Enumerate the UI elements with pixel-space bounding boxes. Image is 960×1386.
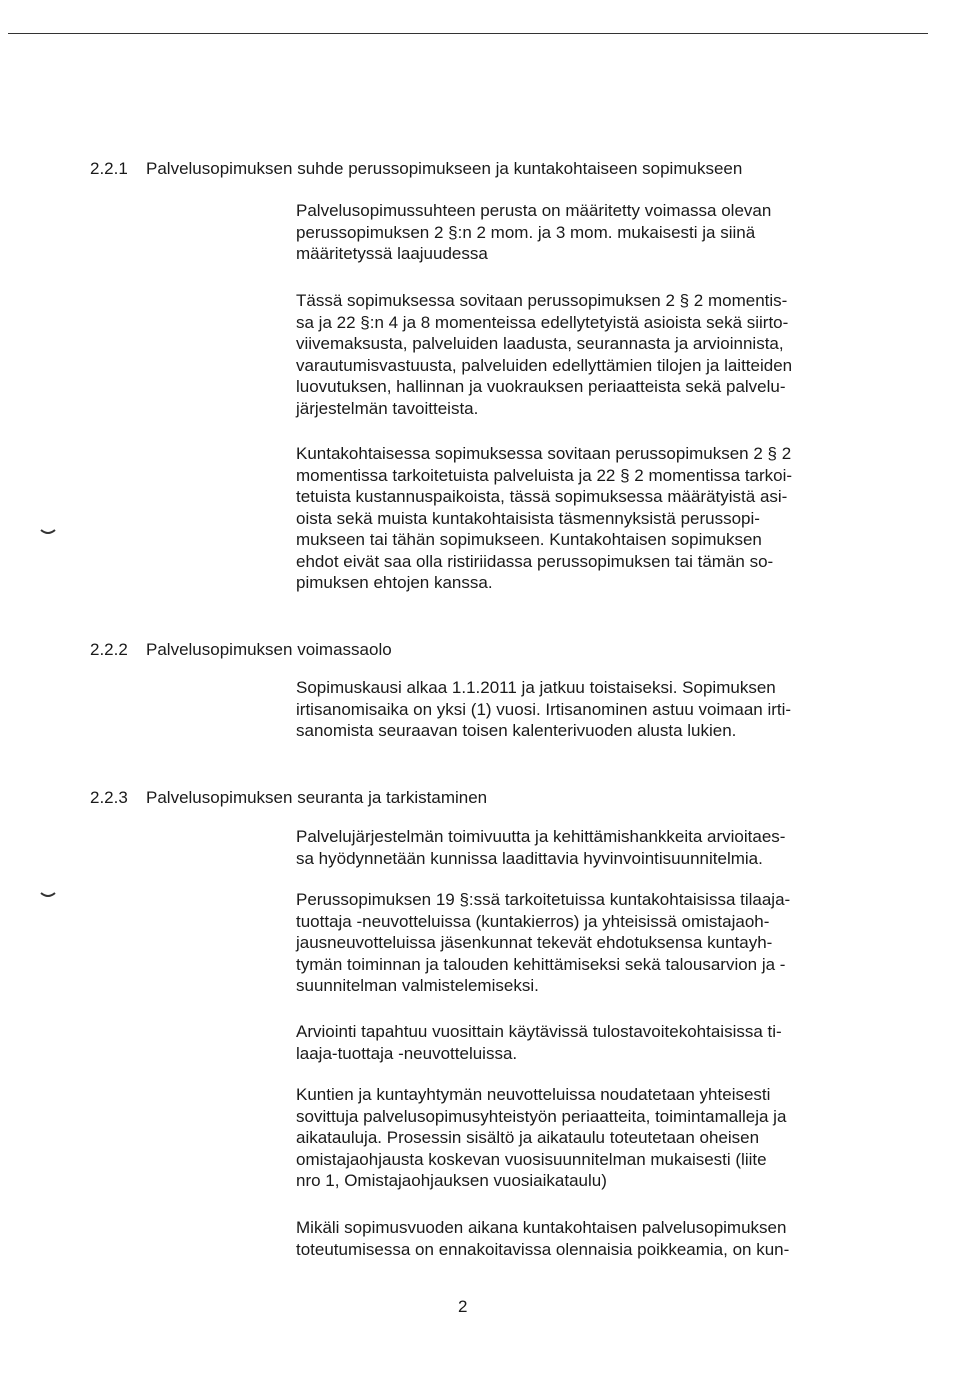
text-line: Tässä sopimuksessa sovitaan perussopimuksen 2 § 2 momentis- — [296, 291, 788, 310]
text-line: jausneuvotteluissa jäsenkunnat tekevät ehdotuksensa kuntayh- — [296, 933, 773, 952]
text-line: Perussopimuksen 19 §:ssä tarkoitetuissa kuntakohtaisissa tilaaja- — [296, 890, 791, 909]
text-line: nro 1, Omistajaohjauksen vuosiaikataulu) — [296, 1171, 607, 1190]
section-number: 2.2.2 — [90, 640, 128, 659]
text-line: Palvelujärjestelmän toimivuutta ja kehittämishankkeita arvioitaes- — [296, 827, 786, 846]
text-line: Palvelusopimussuhteen perusta on määritetty voimassa olevan — [296, 201, 772, 220]
text-line: varautumisvastuusta, palveluiden edellyttämien tilojen ja laitteiden — [296, 355, 793, 375]
text-line: laaja-tuottaja -neuvotteluissa. — [296, 1043, 518, 1063]
section-title: Palvelusopimuksen seuranta ja tarkistaminen — [146, 788, 488, 807]
text-line: omistajaohjausta koskevan vuosisuunnitelman mukaisesti (liite — [296, 1149, 767, 1169]
text-line: sovittuja palvelusopimusyhteistyön periaatteita, toimintamalleja ja — [296, 1106, 787, 1126]
section-number: 2.2.3 — [90, 788, 128, 807]
text-line: perussopimuksen 2 §:n 2 mom. ja 3 mom. mukaisesti ja siinä — [296, 222, 756, 242]
text-line: Kuntien ja kuntayhtymän neuvotteluissa noudatetaan yhteisesti — [296, 1085, 771, 1104]
section-number: 2.2.1 — [90, 159, 128, 178]
text-line: viivemaksusta, palveluiden laadusta, seurannasta ja arvioinnista, — [296, 334, 784, 353]
paragraph — [296, 443, 856, 594]
text-line: ehdot eivät saa olla ristiriidassa perussopimuksen tai tämän so- — [296, 551, 774, 571]
paragraph — [296, 826, 856, 869]
text-line: Mikäli sopimusvuoden aikana kuntakohtaisen palvelusopimuksen — [296, 1218, 787, 1237]
paragraph — [296, 1021, 856, 1064]
section-heading-2-2-3 — [90, 786, 487, 810]
text-line: sanomista seuraavan toisen kalenterivuoden alusta lukien. — [296, 721, 737, 740]
section-title: Palvelusopimuksen suhde perussopimukseen ja kuntakohtaiseen sopimukseen — [146, 159, 743, 178]
text-line: määritetyssä laajuudessa — [296, 244, 488, 263]
text-line: sa hyödynnetään kunnissa laadittavia hyvinvointisuunnitelmia. — [296, 848, 763, 868]
text-line: sa ja 22 §:n 4 ja 8 momenteissa edellytetyistä asioista sekä siirto- — [296, 312, 789, 332]
text-line: järjestelmän tavoitteista. — [296, 398, 479, 418]
text-line: suunnitelman valmistelemiseksi. — [296, 976, 539, 995]
paragraph — [296, 200, 856, 265]
text-line: tuottaja -neuvotteluissa (kuntakierros) ja yhteisissä omistajaoh- — [296, 911, 770, 931]
text-line: pimuksen ehtojen kanssa. — [296, 573, 493, 592]
paragraph — [296, 290, 856, 419]
text-line: Arviointi tapahtuu vuosittain käytävissä tulostavoitekohtaisissa ti- — [296, 1022, 782, 1041]
text-line: toteutumisessa on ennakoitavissa olennaisia poikkeamia, on kun- — [296, 1239, 790, 1259]
text-line: mukseen tai tähän sopimukseen. Kuntakohtaisen sopimuksen — [296, 530, 762, 549]
section-title: Palvelusopimuksen voimassaolo — [146, 640, 392, 659]
text-line: irtisanomisaika on yksi (1) vuosi. Irtisanominen astuu voimaan irti- — [296, 699, 792, 719]
paragraph — [296, 889, 856, 997]
top-rule — [8, 33, 928, 34]
scan-mark — [40, 892, 56, 900]
text-line: luovutuksen, hallinnan ja vuokrauksen periaatteista sekä palvelu- — [296, 377, 786, 396]
page-number: 2 — [458, 1297, 468, 1316]
paragraph — [296, 1217, 856, 1260]
text-line: aikatauluja. Prosessin sisältö ja aikataulu toteutetaan oheisen — [296, 1128, 760, 1147]
text-line: tymän toiminnan ja talouden kehittämiseksi sekä talousarvion ja - — [296, 954, 786, 974]
scan-mark — [40, 529, 56, 537]
paragraph — [296, 677, 856, 742]
text-line: Kuntakohtaisessa sopimuksessa sovitaan perussopimuksen 2 § 2 — [296, 444, 792, 463]
text-line: tetuista kustannuspaikoista, tässä sopimuksessa määrätyistä asi- — [296, 487, 788, 506]
text-line: oista sekä muista kuntakohtaisista täsmennyksistä perussopi- — [296, 508, 760, 528]
section-heading-2-2-1 — [90, 157, 742, 181]
text-line: Sopimuskausi alkaa 1.1.2011 ja jatkuu toistaiseksi. Sopimuksen — [296, 678, 776, 697]
paragraph — [296, 1084, 856, 1192]
text-line: momentissa tarkoitetuista palveluista ja 22 § 2 momentissa tarkoi- — [296, 465, 793, 485]
section-heading-2-2-2 — [90, 638, 392, 662]
